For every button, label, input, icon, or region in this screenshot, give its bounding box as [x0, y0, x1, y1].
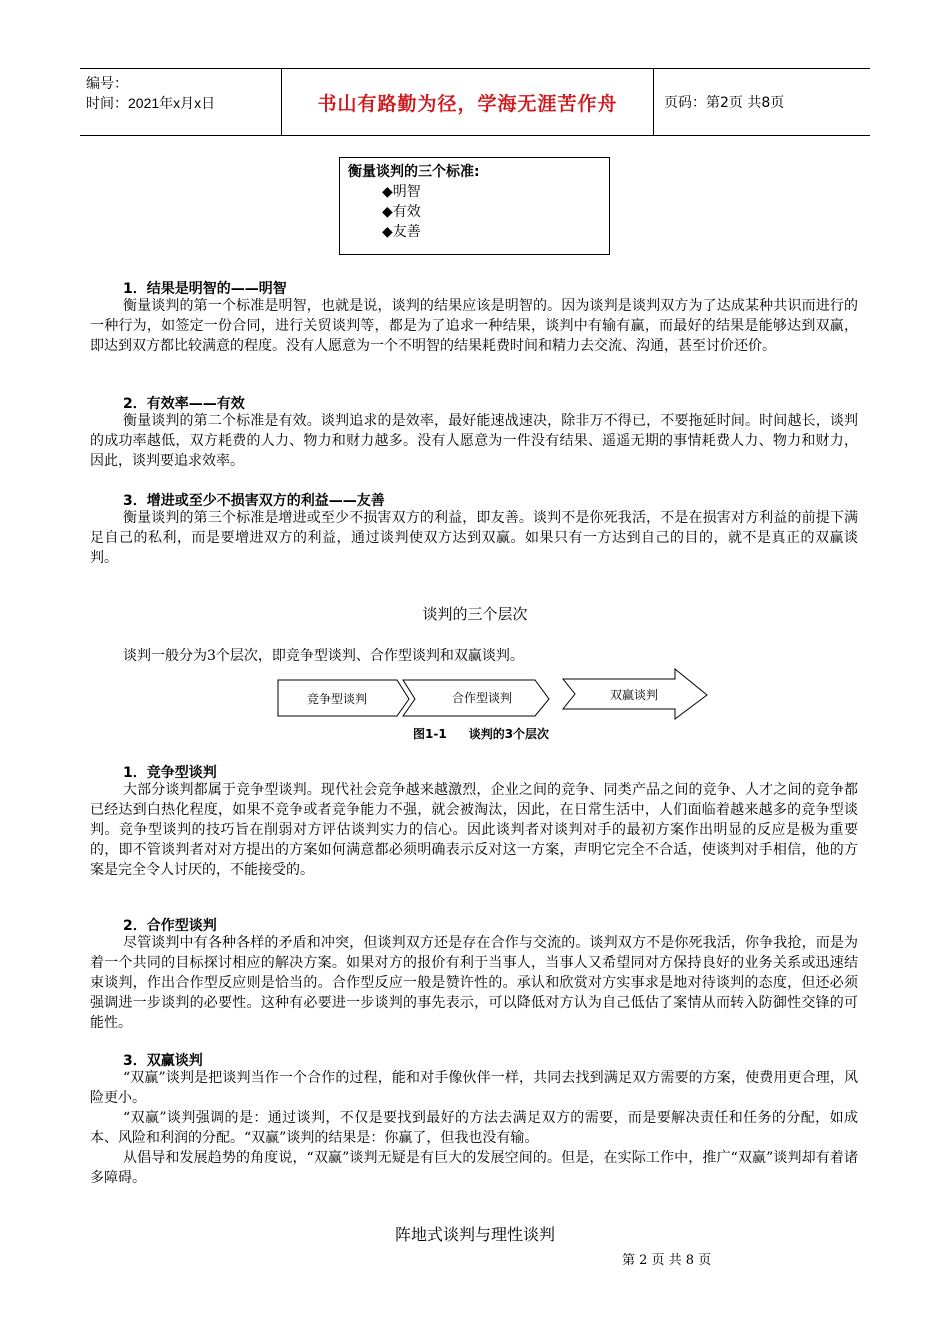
figure-caption	[413, 725, 571, 742]
header-meta	[80, 69, 282, 135]
level-paragraph: “双赢”谈判强调的是：通过谈判，不仅是要找到最好的方法去满足双方的需要，而是要解决责任和任务的分配，如成本、风险和利润的分配。“双赢”谈判的结果是：你赢了，但我也没有输。	[90, 1110, 858, 1146]
criteria-item: ◆明智	[382, 184, 421, 200]
diagram-label: 竞争型谈判	[306, 692, 368, 706]
criteria-item: ◆有效	[382, 204, 421, 220]
date-label: 时间：2021年x月x日	[86, 95, 216, 111]
page-footer: 第 2 页 共 8 页	[622, 1253, 712, 1268]
section-paragraph: 衡量谈判的第二个标准是有效。谈判追求的是效率，最好能速战速决，除非万不得已，不要拖延时间。时间越长，谈判的成功率越低，双方耗费的人力、物力和财力越多。没有人愿意为一件没有结果、遥遥无期的事情耗费人力、物力和财力，因此，谈判要追求效率。	[90, 413, 858, 469]
level-paragraph: 大部分谈判都属于竞争型谈判。现代社会竞争越来越激烈，企业之间的竞争、同类产品之间的竞争、人才之间的竞争都已经达到白热化程度，如果不竞争或者竞争能力不强，就会被淘汰，因此，在日常生活中，人们面临着越来越多的竞争型谈判。竞争型谈判的技巧旨在削弱对方评估谈判实力的信心。因此谈判者对谈判对手的最初方案作出明显的反应是极为重要的，即不管谈判者对对方提出的方案如何满意都必须明确表示反对这一方案，声明它完全不合适，使谈判对手相信，他的方案是完全令人讨厌的，不能接受的。	[90, 782, 858, 878]
level-heading: 1．竞争型谈判	[123, 765, 217, 781]
section-paragraph: 衡量谈判的第一个标准是明智，也就是说，谈判的结果应该是明智的。因为谈判是谈判双方为了达成某种共识而进行的一种行为，如签定一份合同，进行关贸谈判等，都是为了追求一种结果，谈判中有输有赢，而最好的结果是能够达到双赢，即达到双方都比较满意的程度。没有人愿意为一个不明智的结果耗费时间和精力去交流、沟通，甚至讨价还价。	[90, 298, 858, 354]
figure-caption-text: 谈判的3个层次	[468, 727, 550, 741]
next-section-title: 阵地式谈判与理性谈判	[394, 1225, 555, 1244]
section-heading: 2．有效率——有效	[123, 396, 245, 412]
header-page-info: 页码：第2页 共8页	[664, 95, 785, 111]
level-paragraph: 尽管谈判中有各种各样的矛盾和冲突，但谈判双方还是存在合作与交流的。谈判双方不是你死我活，你争我抢，而是为着一个共同的目标探讨相应的解决方案。如果对方的报价有利于当事人，当事人又希望同对方保持良好的业务关系或迅速结束谈判，作出合作型反应则是恰当的。合作型反应一般是赞许性的。承认和欣赏对方实事求是地对待谈判的态度，但还必须强调进一步谈判的必要性。这种有必要进一步谈判的事先表示，可以降低对方认为自己低估了案情从而转入防御性交锋的可能性。	[90, 935, 858, 1031]
criteria-title: 衡量谈判的三个标准:	[348, 164, 480, 180]
section-heading: 1．结果是明智的——明智	[123, 281, 287, 297]
level-paragraph: “双赢”谈判是把谈判当作一个合作的过程，能和对手像伙伴一样，共同去找到满足双方需要的方案，使费用更合理，风险更小。	[90, 1070, 858, 1106]
page-header	[80, 68, 870, 136]
levels-diagram	[277, 668, 709, 720]
section-paragraph: 衡量谈判的第三个标准是增进或至少不损害双方的利益，即友善。谈判不是你死我活，不是在损害对方利益的前提下满足自己的私利，而是要增进双方的利益，通过谈判使双方达到双赢。如果只有一方达到自己的目的，就不是真正的双赢谈判。	[90, 510, 858, 566]
section-heading: 3．增进或至少不损害双方的利益——友善	[123, 493, 385, 509]
levels-title: 谈判的三个层次	[422, 605, 528, 623]
header-motto: 书山有路勤为径，学海无涯苦作舟	[282, 69, 654, 135]
criteria-box	[339, 157, 610, 255]
level-paragraph: 从倡导和发展趋势的角度说，“双赢”谈判无疑是有巨大的发展空间的。但是，在实际工作中，推广“双赢”谈判却有着诸多障碍。	[90, 1150, 858, 1186]
figure-caption-number: 图1-1	[413, 727, 447, 741]
level-heading: 3．双赢谈判	[123, 1053, 203, 1069]
diagram-label: 合作型谈判	[451, 691, 513, 705]
criteria-item: ◆友善	[382, 224, 421, 240]
level-heading: 2．合作型谈判	[123, 918, 217, 934]
levels-intro: 谈判一般分为3个层次，即竞争型谈判、合作型谈判和双赢谈判。	[123, 648, 524, 664]
number-label: 编号：	[86, 75, 128, 91]
diagram-label: 双赢谈判	[609, 688, 659, 702]
